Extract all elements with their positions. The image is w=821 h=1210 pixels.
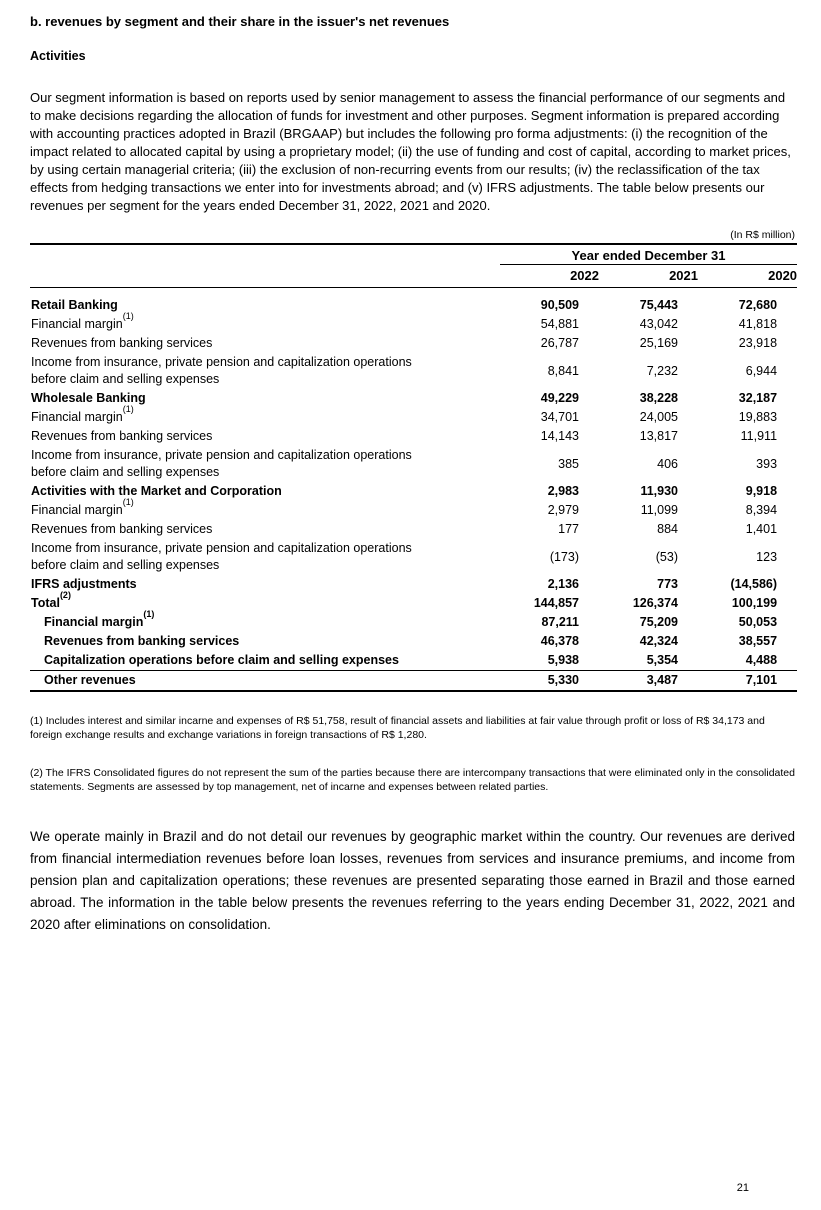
row-value: 8,394 <box>745 503 778 517</box>
table-row <box>30 632 797 651</box>
row-value: 72,680 <box>738 298 778 312</box>
table-row <box>30 671 797 692</box>
table-row <box>30 520 797 539</box>
row-value: 5,354 <box>646 653 678 667</box>
row-value: 144,857 <box>533 596 579 610</box>
column-header-2020: 2020 <box>698 265 797 288</box>
row-value: 50,053 <box>738 615 778 629</box>
table-row <box>30 575 797 594</box>
row-label: Capitalization operations before claim and selling expenses <box>44 653 399 667</box>
empty-header-cell <box>30 265 500 288</box>
row-value: 26,787 <box>540 336 579 350</box>
row-value: 25,169 <box>639 336 678 350</box>
row-label: Other revenues <box>30 671 500 692</box>
row-label: Financial margin$^{(1)}$ <box>31 310 134 331</box>
table-row <box>30 389 797 408</box>
row-value: 884 <box>657 522 678 536</box>
row-value: 100,199 <box>731 596 778 610</box>
row-value: 123 <box>756 549 778 564</box>
table-row <box>30 501 797 520</box>
row-label: Activities with the Market and Corporation <box>31 484 282 498</box>
table-row <box>30 427 797 446</box>
row-value: 11,099 <box>640 503 678 517</box>
row-value: 43,042 <box>639 317 678 331</box>
row-label: Total$^{(2)}$ <box>31 589 71 610</box>
row-value: 90,509 <box>540 298 579 312</box>
row-value: 9,918 <box>745 484 778 498</box>
footnote-1: (1) Includes interest and similar incarne and expenses of R$ 51,758, result of financial assets and liabilities at fair value through profit or loss of R$ 34,173 and foreign exchange results and exchange variations in foreign transactions of R$ 1,280. <box>30 715 765 741</box>
row-value: 32,187 <box>738 391 778 405</box>
footnote-marker: (1) <box>122 310 134 321</box>
row-label: Revenues from banking services <box>31 429 213 443</box>
row-value: (14,586) <box>730 577 778 591</box>
revenue-by-segment-table <box>30 243 797 692</box>
row-value: 773 <box>657 577 678 591</box>
table-group-header-row <box>30 244 797 265</box>
row-value: 24,005 <box>639 410 678 424</box>
page-number: 21 <box>736 1182 749 1194</box>
table-row <box>30 288 797 316</box>
footnote-2: (2) The IFRS Consolidated figures do not represent the sum of the parties because there are intercompany transactions that were eliminated only in the consolidated statements. Segments are assessed by top management, net of incarne and expenses between related parties. <box>30 767 795 793</box>
table-body <box>30 288 797 692</box>
row-value: 1,401 <box>745 522 778 536</box>
section-subtitle: Activities <box>30 49 86 63</box>
row-value: 14,143 <box>540 429 579 443</box>
row-value: (173) <box>549 549 579 564</box>
row-value: 393 <box>756 456 778 471</box>
row-value: 11,911 <box>740 429 778 443</box>
row-value: 41,818 <box>738 317 778 331</box>
row-value: 13,817 <box>639 429 678 443</box>
intro-paragraph: Our segment information is based on reports used by senior management to assess the financial performance of our segments and to make decisions regarding the allocation of funds for investment and other purposes. Segment information is prepared according with accounting practices adopted in Brazil (BRGAAP) but includes the following pro forma adjustments: (i) the recognition of the impact related to allocated capital by using a proprietary model; (ii) the use of funding and cost of capital, according to market prices, by using certain managerial criteria; (iii) the exclusion of non-recurring events from our results; (iv) the reclassification of the tax effects from hedging transactions we enter into for investments abroad; and (v) IFRS adjustments. The table below presents our revenues per segment for the years ended December 31, 2022, 2021 and 2020. <box>30 90 791 213</box>
row-value: 177 <box>558 522 579 536</box>
table-unit-note: (In R$ million) <box>730 229 795 241</box>
empty-header-cell <box>30 244 500 265</box>
row-value: 8,841 <box>547 363 579 378</box>
row-value: 46,378 <box>540 634 579 648</box>
row-value: 75,209 <box>639 615 678 629</box>
closing-paragraph: We operate mainly in Brazil and do not detail our revenues by geographic market within the country. Our revenues are derived from financial intermediation revenues before loan losses, revenues from services and insurance premiums, and income from pension plan and capitalization operations; these revenues are presented separating those earned in Brazil and those earned abroad. The information in the table below presents the revenues referring to the years ending December 31, 2022, 2021 and 2020 after eliminations on consolidation. <box>30 829 795 932</box>
row-value: 406 <box>657 456 678 471</box>
row-value: 54,881 <box>540 317 579 331</box>
row-label: Income from insurance, private pension and capitalization operations before claim and selling expenses <box>31 355 412 386</box>
row-value: 19,883 <box>738 410 778 424</box>
row-label: Retail Banking <box>31 298 118 312</box>
row-value: 3,487 <box>599 671 698 692</box>
row-value: 5,938 <box>547 653 579 667</box>
row-value: 7,101 <box>698 671 797 692</box>
table-row <box>30 613 797 632</box>
row-value: 38,557 <box>738 634 778 648</box>
row-value: 5,330 <box>500 671 599 692</box>
footnote-marker: (2) <box>59 589 71 600</box>
table-row <box>30 334 797 353</box>
row-label: Income from insurance, private pension and capitalization operations before claim and selling expenses <box>31 541 412 572</box>
row-value: 6,944 <box>745 363 778 378</box>
row-value: 11,930 <box>640 484 678 498</box>
table-row <box>30 353 797 389</box>
row-value: 4,488 <box>745 653 778 667</box>
table-year-header-row <box>30 265 797 288</box>
table-row <box>30 315 797 334</box>
row-label: Revenues from banking services <box>31 336 213 350</box>
row-value: 7,232 <box>646 363 678 378</box>
page-title: b. revenues by segment and their share in the issuer's net revenues <box>30 14 450 29</box>
row-label: Financial margin$^{(1)}$ <box>31 496 134 517</box>
row-value: 2,979 <box>547 503 579 517</box>
row-label: Financial margin$^{(1)}$ <box>31 403 134 424</box>
table-row <box>30 539 797 575</box>
row-value: 87,211 <box>541 615 579 629</box>
row-value: 34,701 <box>540 410 579 424</box>
row-label: Revenues from banking services <box>31 522 213 536</box>
footnote-marker: (1) <box>122 496 134 507</box>
row-value: 75,443 <box>639 298 678 312</box>
row-label: Income from insurance, private pension and capitalization operations before claim and selling expenses <box>31 448 412 479</box>
footnote-marker: (1) <box>122 403 134 414</box>
row-value: 2,136 <box>547 577 579 591</box>
row-label: Financial margin$^{(1)}$ <box>44 608 155 629</box>
footnote-marker: (1) <box>143 608 155 619</box>
row-value: 385 <box>558 456 579 471</box>
row-label: IFRS adjustments <box>31 577 137 591</box>
table-row <box>30 482 797 501</box>
table-group-header: Year ended December 31 <box>500 244 797 265</box>
row-label: Wholesale Banking <box>31 391 146 405</box>
row-value: 2,983 <box>547 484 579 498</box>
column-header-2022: 2022 <box>500 265 599 288</box>
column-header-2021: 2021 <box>599 265 698 288</box>
row-label: Revenues from banking services <box>44 634 240 648</box>
row-value: 23,918 <box>738 336 778 350</box>
row-value: 38,228 <box>639 391 678 405</box>
table-row <box>30 408 797 427</box>
row-value: (53) <box>655 549 678 564</box>
table-row <box>30 446 797 482</box>
row-value: 126,374 <box>632 596 678 610</box>
row-value: 42,324 <box>639 634 678 648</box>
table-row <box>30 651 797 671</box>
row-value: 49,229 <box>540 391 579 405</box>
